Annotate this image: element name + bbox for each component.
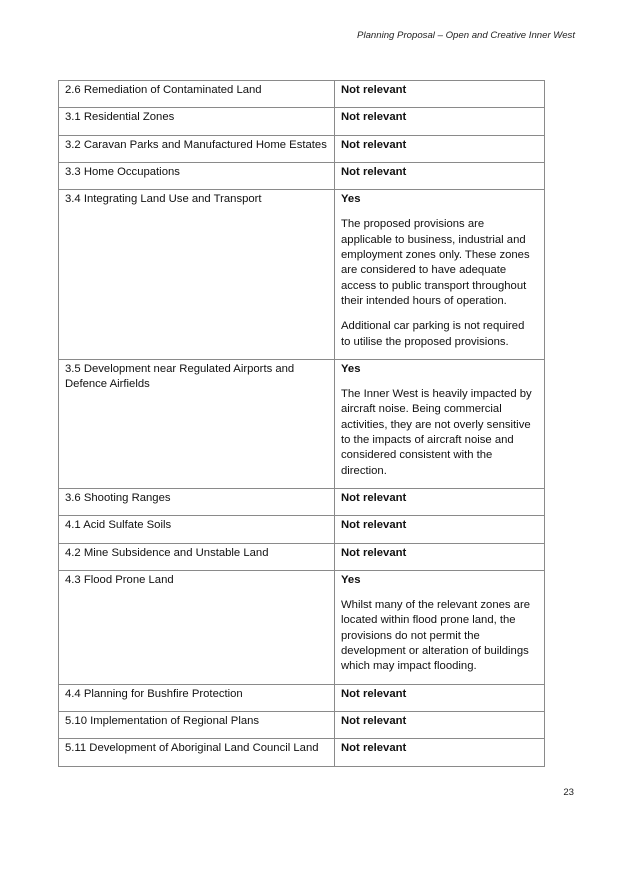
answer-cell: [335, 359, 545, 488]
answer-label: Not relevant: [341, 687, 407, 700]
answer-cell: [335, 684, 545, 711]
direction-cell: [59, 516, 335, 543]
answer-label: Not relevant: [341, 165, 407, 178]
table-row: [59, 162, 545, 189]
answer-label: Yes: [341, 193, 361, 206]
answer-cell: [335, 190, 545, 360]
consistency-table: [58, 80, 545, 767]
answer-label: Not relevant: [341, 111, 407, 124]
answer-cell: [335, 711, 545, 738]
answer-cell: [335, 135, 545, 162]
direction-cell: [59, 684, 335, 711]
answer-cell: [335, 162, 545, 189]
answer-cell: [335, 516, 545, 543]
table-row: [59, 108, 545, 135]
direction-cell: [59, 81, 335, 108]
direction-label: 2.6 Remediation of Contaminated Land: [65, 84, 262, 96]
answer-label: Not relevant: [341, 491, 407, 504]
answer-label: Not relevant: [341, 546, 407, 559]
table-row: [59, 488, 545, 515]
table-body: [59, 81, 545, 767]
answer-label: Yes: [341, 573, 361, 586]
table-row: [59, 739, 545, 766]
table-row: [59, 711, 545, 738]
table-row: [59, 516, 545, 543]
direction-cell: [59, 543, 335, 570]
page-number: 23: [563, 787, 574, 798]
direction-cell: [59, 162, 335, 189]
direction-label: 4.4 Planning for Bushfire Protection: [65, 687, 243, 700]
direction-cell: [59, 135, 335, 162]
answer-cell: [335, 81, 545, 108]
page-header: Planning Proposal – Open and Creative Inner West: [357, 30, 575, 41]
direction-label: 4.2 Mine Subsidence and Unstable Land: [65, 546, 269, 559]
answer-cell: [335, 543, 545, 570]
direction-label: 3.4 Integrating Land Use and Transport: [65, 193, 262, 206]
table-row: [59, 543, 545, 570]
answer-label: Not relevant: [341, 138, 407, 151]
direction-cell: [59, 108, 335, 135]
answer-cell: [335, 488, 545, 515]
answer-label: Not relevant: [341, 84, 407, 96]
table-row: [59, 570, 545, 684]
direction-cell: [59, 190, 335, 360]
direction-label: 4.1 Acid Sulfate Soils: [65, 519, 172, 532]
table-row: [59, 684, 545, 711]
direction-cell: [59, 359, 335, 488]
table-row: [59, 359, 545, 488]
direction-label: 3.6 Shooting Ranges: [65, 491, 171, 504]
direction-label: 3.2 Caravan Parks and Manufactured Home Estates: [65, 138, 327, 151]
answer-note: The Inner West is heavily impacted by aircraft noise. Being commercial activities, they are not overly sensitive to the impacts of aircraft noise and considered consistent with the direction.: [341, 388, 532, 477]
answer-cell: [335, 739, 545, 766]
answer-cell: [335, 108, 545, 135]
direction-label: 3.5 Development near Regulated Airports and Defence Airfields: [65, 362, 295, 391]
answer-label: Not relevant: [341, 714, 407, 727]
direction-cell: [59, 570, 335, 684]
answer-label: Yes: [341, 362, 361, 375]
direction-label: 5.11 Development of Aboriginal Land Council Land: [65, 742, 319, 755]
answer-note: Additional car parking is not required to utilise the proposed provisions.: [341, 320, 525, 348]
table-row: [59, 135, 545, 162]
answer-note: The proposed provisions are applicable to business, industrial and employment zones only. These zones are considered to have adequate access to public transport throughout their intended hours of operation.: [341, 218, 530, 307]
direction-label: 4.3 Flood Prone Land: [65, 573, 174, 586]
direction-label: 3.3 Home Occupations: [65, 165, 180, 178]
answer-label: Not relevant: [341, 742, 407, 755]
answer-label: Not relevant: [341, 519, 407, 532]
direction-label: 5.10 Implementation of Regional Plans: [65, 714, 260, 727]
table-row: [59, 81, 545, 108]
answer-note: Whilst many of the relevant zones are located within flood prone land, the provisions do not permit the development or alteration of buildings which may impact flooding.: [341, 599, 530, 673]
direction-cell: [59, 739, 335, 766]
direction-cell: [59, 488, 335, 515]
table-row: [59, 190, 545, 360]
direction-label: 3.1 Residential Zones: [65, 111, 175, 124]
answer-cell: [335, 570, 545, 684]
direction-cell: [59, 711, 335, 738]
